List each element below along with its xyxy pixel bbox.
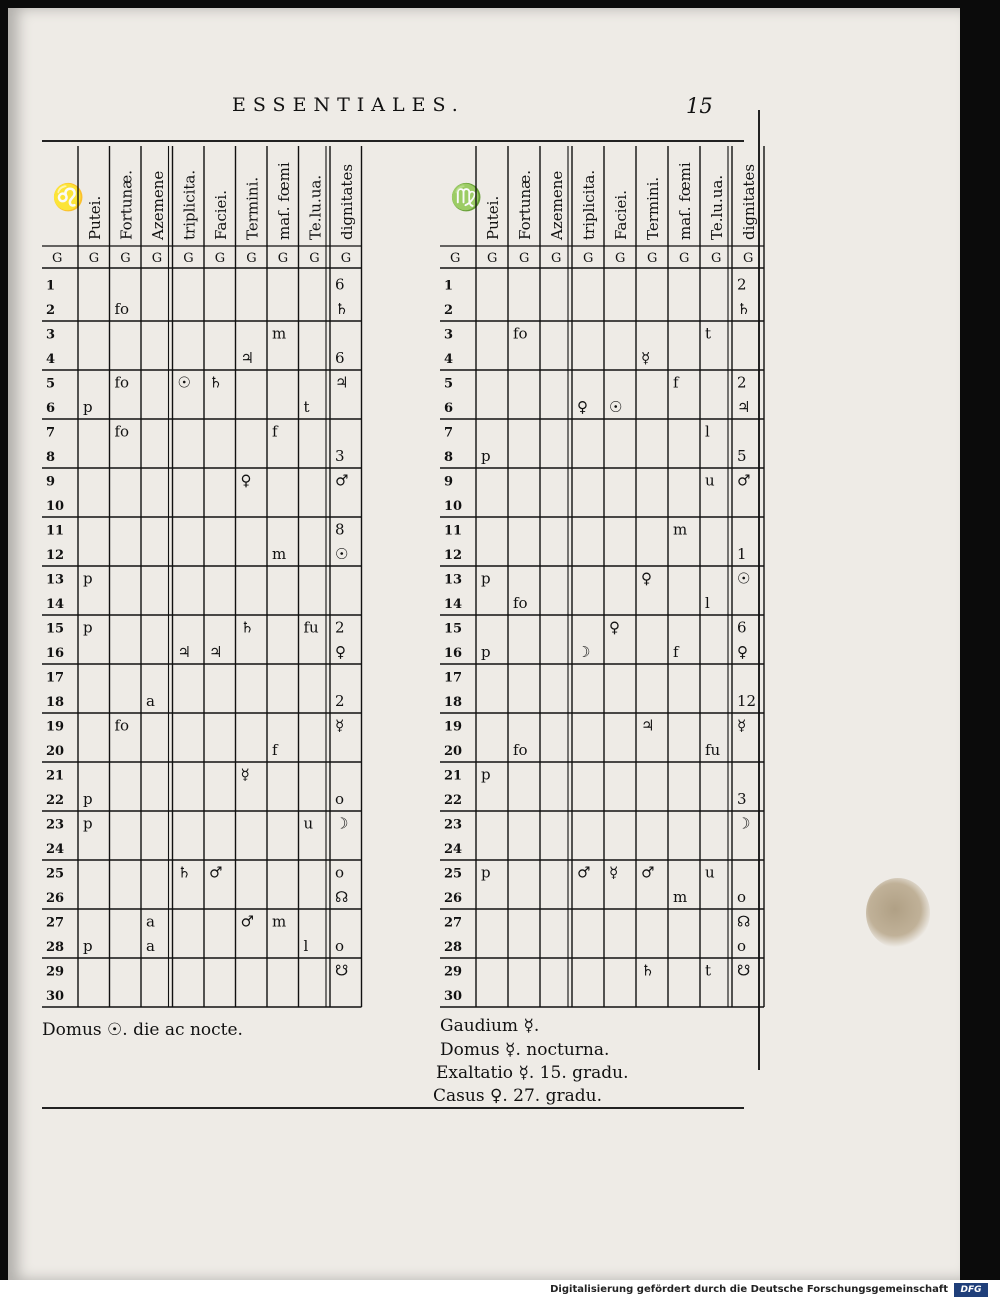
right-cell-value: ☽ xyxy=(737,814,751,833)
right-cell-value: ♀ xyxy=(609,618,620,637)
right-degree-number: 16 xyxy=(444,646,463,662)
right-cell-value: 2 xyxy=(737,275,747,294)
right-degree-number: 3 xyxy=(444,327,454,343)
left-degree-number: 12 xyxy=(46,548,65,564)
right-degree-number: 20 xyxy=(444,744,463,760)
left-degree-number: 5 xyxy=(46,376,56,392)
right-degree-number: 8 xyxy=(444,450,454,466)
right-cell-value: ♄ xyxy=(641,961,655,980)
right-cell-value: ☉ xyxy=(737,569,751,588)
right-cell-value: l xyxy=(705,594,710,613)
right-cell-value: 6 xyxy=(737,618,747,637)
right-degree-number: 5 xyxy=(444,376,454,392)
left-column-header: maſ. fœmi xyxy=(274,162,293,240)
left-g-label: G xyxy=(151,251,163,266)
left-cell-value: fu xyxy=(303,618,319,637)
left-g-label: G xyxy=(309,251,320,266)
right-degree-number: 6 xyxy=(444,401,454,417)
right-degree-number: 22 xyxy=(444,793,463,809)
left-cell-value: ♂ xyxy=(335,471,349,490)
right-g-label: G xyxy=(487,251,498,266)
right-cell-value: ♂ xyxy=(577,863,591,882)
left-cell-value: o xyxy=(335,863,345,882)
left-cell-value: 3 xyxy=(335,447,345,466)
left-degree-number: 15 xyxy=(46,621,65,637)
right-cell-value: 3 xyxy=(737,790,747,809)
left-cell-value: o xyxy=(335,937,345,956)
right-degree-number: 27 xyxy=(444,915,463,931)
left-cell-value: t xyxy=(303,398,310,417)
left-g-label: G xyxy=(88,251,100,266)
left-degree-number: 23 xyxy=(46,817,65,833)
right-cell-value: ♃ xyxy=(641,716,655,735)
right-cell-value: p xyxy=(481,863,491,882)
left-cell-value: fo xyxy=(114,373,130,392)
right-cell-value: p xyxy=(481,569,491,588)
left-degree-number: 18 xyxy=(46,695,65,711)
right-g-label: G xyxy=(551,251,562,266)
right-cell-value: ☿ xyxy=(641,349,651,368)
left-degree-number: 2 xyxy=(46,303,56,319)
right-cell-value: ☿ xyxy=(737,716,747,735)
right-cell-value: ♂ xyxy=(641,863,655,882)
left-cell-value: ♀ xyxy=(240,471,252,490)
left-cell-value: ♄ xyxy=(209,373,223,392)
right-degree-number: 14 xyxy=(444,597,463,613)
left-cell-value: ♃ xyxy=(240,349,254,368)
right-degree-number: 21 xyxy=(444,768,463,784)
left-degree-number: 28 xyxy=(46,940,65,956)
left-degree-number: 29 xyxy=(46,964,65,980)
right-cell-value: ☉ xyxy=(609,398,623,417)
right-degree-number: 13 xyxy=(444,572,463,588)
left-degree-number: 20 xyxy=(46,744,65,760)
right-g-label: G xyxy=(743,251,754,266)
right-cell-value: u xyxy=(705,863,715,882)
right-cell-value: f xyxy=(673,643,679,662)
left-degree-number: 22 xyxy=(46,793,65,809)
right-cell-value: fo xyxy=(513,741,528,760)
right-degree-number: 2 xyxy=(444,303,454,319)
right-cell-value: p xyxy=(481,643,491,662)
left-cell-value: ♃ xyxy=(177,643,191,662)
right-column-header: Termini. xyxy=(644,176,662,240)
left-cell-value: ☊ xyxy=(335,888,349,907)
right-degree-number: 29 xyxy=(444,964,463,980)
right-degree-number: 23 xyxy=(444,817,463,833)
left-degree-number: 27 xyxy=(46,915,65,931)
right-column-header: Fortunæ. xyxy=(516,169,534,240)
left-degree-number: 24 xyxy=(46,842,65,858)
right-degree-number: 1 xyxy=(444,278,454,294)
dfg-logo: DFG xyxy=(954,1283,988,1297)
left-column-header: Faciei. xyxy=(211,190,230,240)
right-cell-value: fo xyxy=(513,324,528,343)
left-column-header: dignitates xyxy=(337,163,356,240)
left-degree-number: 6 xyxy=(46,401,56,417)
right-cell-value: p xyxy=(481,765,491,784)
right-degree-number: 18 xyxy=(444,695,463,711)
footnote-right-3: Exaltatio ☿. 15. gradu. xyxy=(436,1063,629,1083)
left-cell-value: 2 xyxy=(335,692,345,711)
right-degree-number: 28 xyxy=(444,940,463,956)
right-cell-value: ♀ xyxy=(737,643,748,662)
left-cell-value: ☉ xyxy=(177,373,191,392)
left-degree-number: 14 xyxy=(46,597,65,613)
right-cell-value: ♀ xyxy=(577,398,588,417)
left-degree-number: 9 xyxy=(46,474,56,490)
footnote-left-1: Domus ☉. die ac nocte. xyxy=(42,1020,243,1040)
left-sign-glyph: ♌ xyxy=(52,183,85,213)
right-g-label: G xyxy=(615,251,626,266)
left-cell-value: ☽ xyxy=(335,814,349,833)
right-cell-value: m xyxy=(673,520,688,539)
left-cell-value: p xyxy=(83,569,93,588)
left-cell-value: fo xyxy=(114,422,130,441)
right-g-label: G xyxy=(679,251,690,266)
left-cell-value: ♄ xyxy=(335,300,349,319)
right-column-header: maſ. fœmi xyxy=(676,162,694,240)
left-g-label: G xyxy=(183,251,194,266)
right-column-header: Te.lu.ua. xyxy=(708,174,726,240)
left-column-header: Putei. xyxy=(85,195,104,240)
right-cell-value: ♄ xyxy=(737,300,751,319)
right-degree-number: 10 xyxy=(444,499,463,515)
right-cell-value: f xyxy=(673,373,679,392)
left-column-header: Fortunæ. xyxy=(117,169,136,240)
left-g-label: G xyxy=(277,251,289,266)
left-cell-value: f xyxy=(272,741,278,760)
left-cell-value: ♃ xyxy=(335,373,349,392)
right-cell-value: t xyxy=(705,324,712,343)
right-cell-value: ♀ xyxy=(641,569,652,588)
left-g-label: G xyxy=(214,251,226,266)
left-cell-value: 6 xyxy=(335,349,345,368)
right-cell-value: o xyxy=(737,888,747,907)
left-degree-number: 3 xyxy=(46,327,56,343)
left-cell-value: p xyxy=(83,398,93,417)
left-degree-number: 30 xyxy=(46,989,65,1005)
page-number: 15 xyxy=(686,94,713,118)
left-cell-value: a xyxy=(146,937,155,956)
left-cell-value: 2 xyxy=(335,618,345,637)
left-degree-number: 4 xyxy=(46,352,56,368)
left-cell-value: ☉ xyxy=(335,545,349,564)
left-degree-number: 26 xyxy=(46,891,65,907)
left-degree-number: 7 xyxy=(46,425,56,441)
left-degree-number: 25 xyxy=(46,866,65,882)
right-g-label: G xyxy=(711,251,722,266)
right-degree-number: 26 xyxy=(444,891,463,907)
right-degree-number: 11 xyxy=(444,523,463,539)
right-column-header: dignitates xyxy=(740,163,758,240)
left-degree-number: 19 xyxy=(46,719,65,735)
left-cell-value: p xyxy=(83,618,93,637)
footnote-right-1: Gaudium ☿. xyxy=(440,1016,540,1036)
left-cell-value: p xyxy=(83,790,93,809)
left-cell-value: ♂ xyxy=(240,912,254,931)
right-g-label: G xyxy=(647,251,658,266)
right-cell-value: l xyxy=(705,422,710,441)
left-degree-number: 13 xyxy=(46,572,65,588)
left-cell-value: ♄ xyxy=(240,618,254,637)
right-degree-number: 19 xyxy=(444,719,463,735)
right-g-label: G xyxy=(583,251,594,266)
right-degree-number: 17 xyxy=(444,670,463,686)
left-column-header: Azemene xyxy=(148,170,167,240)
left-column-header: triplicita. xyxy=(180,169,199,240)
right-degree-header: G xyxy=(450,251,461,266)
left-degree-number: 11 xyxy=(46,523,65,539)
left-cell-value: ☿ xyxy=(335,716,345,735)
left-cell-value: ♃ xyxy=(209,643,223,662)
right-degree-number: 24 xyxy=(444,842,463,858)
footnote-right-2: Domus ☿. nocturna. xyxy=(440,1040,610,1060)
left-cell-value: fo xyxy=(114,300,130,319)
right-column-header: Putei. xyxy=(484,195,502,240)
right-cell-value: t xyxy=(705,961,712,980)
left-column-header: Termini. xyxy=(243,176,262,240)
right-cell-value: fo xyxy=(513,594,528,613)
left-degree-number: 21 xyxy=(46,768,65,784)
right-degree-number: 25 xyxy=(444,866,463,882)
left-cell-value: m xyxy=(272,545,287,564)
left-degree-number: 8 xyxy=(46,450,56,466)
left-cell-value: ☿ xyxy=(240,765,250,784)
right-cell-value: m xyxy=(673,888,688,907)
left-g-label: G xyxy=(340,251,352,266)
right-cell-value: ☊ xyxy=(737,912,751,931)
running-head-title: ESSENTIALES. xyxy=(232,94,465,116)
left-degree-header: G xyxy=(52,251,63,266)
footnote-right-4: Casus ♀. 27. gradu. xyxy=(433,1086,602,1106)
right-cell-value: p xyxy=(481,447,491,466)
left-degree-number: 10 xyxy=(46,499,65,515)
left-cell-value: m xyxy=(272,324,287,343)
right-degree-number: 12 xyxy=(444,548,463,564)
right-column-header: Azemene xyxy=(548,170,566,240)
left-degree-number: 16 xyxy=(46,646,65,662)
right-cell-value: ☿ xyxy=(609,863,619,882)
right-cell-value: ☋ xyxy=(737,961,751,980)
right-cell-value: fu xyxy=(705,741,721,760)
right-cell-value: 2 xyxy=(737,373,747,392)
right-cell-value: u xyxy=(705,471,715,490)
right-degree-number: 4 xyxy=(444,352,454,368)
left-cell-value: p xyxy=(83,814,93,833)
left-cell-value: a xyxy=(146,912,155,931)
left-cell-value: ♄ xyxy=(177,863,191,882)
left-degree-number: 17 xyxy=(46,670,65,686)
left-degree-number: 1 xyxy=(46,278,56,294)
right-cell-value: 1 xyxy=(737,545,747,564)
left-cell-value: fo xyxy=(114,716,130,735)
left-cell-value: ♂ xyxy=(209,863,223,882)
left-column-header: Te.lu.ua. xyxy=(306,174,325,240)
right-cell-value: 5 xyxy=(737,447,747,466)
left-cell-value: l xyxy=(303,937,309,956)
right-column-header: triplicita. xyxy=(580,169,598,240)
right-cell-value: ♃ xyxy=(737,398,751,417)
right-degree-number: 30 xyxy=(444,989,463,1005)
right-cell-value: ♂ xyxy=(737,471,751,490)
right-cell-value: 12 xyxy=(737,692,757,711)
digitization-credit: Digitalisierung gefördert durch die Deutsche Forschungsgemeinschaft xyxy=(550,1284,948,1295)
left-cell-value: a xyxy=(146,692,155,711)
left-cell-value: o xyxy=(335,790,345,809)
left-cell-value: p xyxy=(83,937,93,956)
left-cell-value: ♀ xyxy=(335,643,346,662)
right-degree-number: 9 xyxy=(444,474,454,490)
left-cell-value: 6 xyxy=(335,275,345,294)
left-cell-value: ☋ xyxy=(335,961,349,980)
left-g-label: G xyxy=(120,251,131,266)
right-column-header: Faciei. xyxy=(612,190,630,240)
right-cell-value: o xyxy=(737,937,747,956)
right-sign-glyph: ♍ xyxy=(450,183,483,213)
right-degree-number: 7 xyxy=(444,425,454,441)
left-cell-value: m xyxy=(272,912,287,931)
left-g-label: G xyxy=(246,251,257,266)
left-cell-value: f xyxy=(272,422,278,441)
left-cell-value: u xyxy=(303,814,314,833)
right-g-label: G xyxy=(519,251,530,266)
left-cell-value: 8 xyxy=(335,520,345,539)
right-degree-number: 15 xyxy=(444,621,463,637)
right-cell-value: ☽ xyxy=(577,643,591,662)
